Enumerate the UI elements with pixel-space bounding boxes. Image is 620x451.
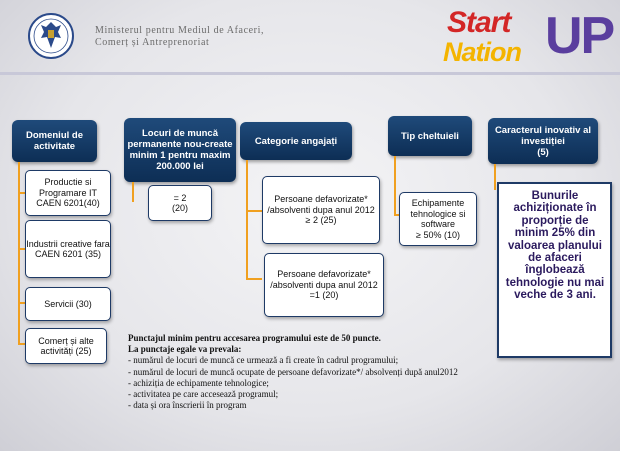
inovativ-text: Bunurile achiziționate în proporție de minim 25% din valoarea planului de afaceri înglobează tehnologie nu mai veche de 3 ani. <box>505 190 605 302</box>
domeniu-connector <box>18 162 20 345</box>
connector-tick <box>246 278 262 280</box>
locuri-title: Locuri de muncă permanente nou-create minim 1 pentru maxim 200.000 lei <box>127 128 233 172</box>
locuri-header <box>124 118 236 182</box>
start-nation-up-logo <box>443 5 613 75</box>
domeniu-header <box>12 120 97 162</box>
connector-tick <box>246 210 262 212</box>
locuri-value-line1: = 2 <box>173 192 187 203</box>
categorie-connector <box>246 160 248 280</box>
tip-item <box>399 192 477 246</box>
domeniu-item-label: Comerț și alte activități (25) <box>38 335 94 356</box>
domeniu-item-servicii <box>25 287 111 321</box>
categorie-item-label: Persoane defavorizate* /absolventi dupa anul 2012 ≥ 2 (25) <box>267 194 375 226</box>
inovativ-header <box>488 118 598 164</box>
domeniu-item-label: Productie si Programare IT CAEN 6201(40) <box>36 177 100 209</box>
notes-line-2: La punctaje egale va prevala: <box>128 344 242 355</box>
logo-up: UP <box>545 7 614 65</box>
inovativ-title: Caracterul inovativ al investiției (5) <box>494 124 592 158</box>
locuri-connector <box>132 182 134 202</box>
ministry-line-2: Comerț și Antreprenoriat <box>95 37 210 48</box>
domeniu-item-comert <box>25 328 107 364</box>
domeniu-item-label: Servicii (30) <box>44 298 92 309</box>
ministry-name <box>95 25 264 49</box>
logo-nation: Nation <box>443 37 521 67</box>
domeniu-item-label: Industrii creative fara CAEN 6201 (35) <box>26 238 110 259</box>
scoring-notes <box>128 333 458 411</box>
locuri-value <box>148 185 212 221</box>
notes-item: - achiziția de echipamente tehnologice; <box>128 377 269 388</box>
ministry-line-1: Ministerul pentru Mediul de Afaceri, <box>95 25 265 36</box>
romanian-government-crest-icon <box>28 8 74 64</box>
tip-connector <box>394 156 396 216</box>
inovativ-box <box>497 182 612 358</box>
notes-line-1: Punctajul minim pentru accesarea programului este de 50 puncte. <box>128 333 381 343</box>
tip-header <box>388 116 472 156</box>
domeniu-title: Domeniul de activitate <box>25 130 83 152</box>
inovativ-connector <box>494 164 496 190</box>
header <box>0 0 620 72</box>
header-divider <box>0 72 620 75</box>
tip-title: Tip cheltuieli <box>401 130 459 142</box>
tip-item-label: Echipamente tehnologice si software ≥ 50% (10) <box>410 198 466 240</box>
categorie-item-eq1 <box>264 253 384 317</box>
notes-item: - data și ora înscrierii în program <box>128 400 247 411</box>
locuri-value-line2: (20) <box>171 203 188 213</box>
categorie-title: Categorie angajați <box>254 135 338 147</box>
domeniu-item-creative <box>25 220 111 278</box>
categorie-item-min2 <box>262 176 380 244</box>
notes-item: - numărul de locuri de muncă ce urmează a fi create în cadrul programului; <box>128 355 399 366</box>
categorie-header <box>240 122 352 160</box>
categorie-item-label: Persoane defavorizate* /absolventi dupa anul 2012 =1 (20) <box>270 269 378 301</box>
domeniu-item-it <box>25 170 111 216</box>
notes-item: - activitatea pe care accesează programul; <box>128 389 279 400</box>
notes-item: - numărul de locuri de muncă ocupate de persoane defavorizate*/ absolvenți după anul2012 <box>128 366 458 377</box>
logo-start: Start <box>447 6 511 39</box>
